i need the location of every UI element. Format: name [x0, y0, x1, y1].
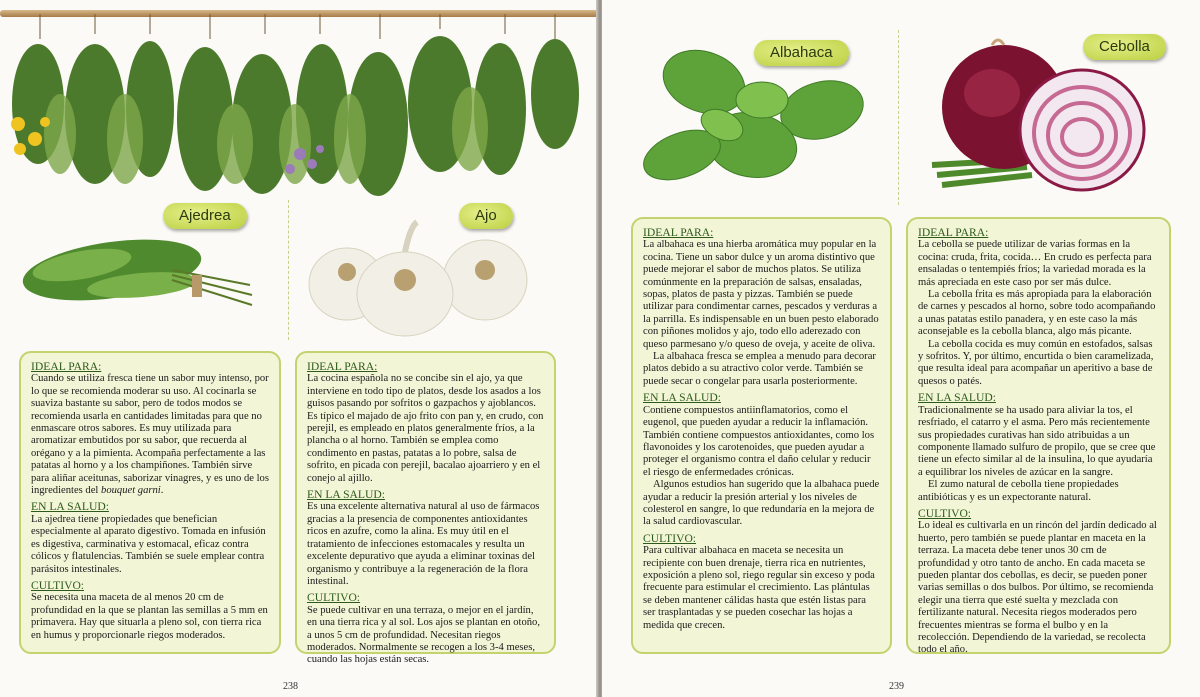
albahaca-cultivo-text: Para cultivar albahaca en maceta se necesita un recipiente con buen drenaje, tierra rica en nutrientes, exposición a pleno sol, riego regular sin exceso y poda frecuente para estimular el crecimiento. Las plántulas se deben mantener cálidas hasta que estén listas para ser trasplantadas y se pueden cosechar las hojas a medida que crecen.	[643, 545, 875, 631]
cebolla-image	[932, 35, 1177, 200]
ajedrea-salud-heading: EN LA SALUD:	[31, 500, 109, 514]
cebolla-salud-text-b: El zumo natural de cebolla tiene propiedades antibióticas y es un expectorante natural.	[918, 479, 1119, 503]
ajo-info-box	[295, 351, 556, 666]
cebolla-info-box	[906, 217, 1171, 654]
hanging-herbs-image	[0, 14, 598, 204]
cebolla-ideal-text-b: La cebolla frita es más apropiada para la elaboración de carnes y pescados al horno, sobre todo acompañando a unas patatas estilo panadera, y en este caso la más aconsejable es la cebolla blanca, algo más picante.	[918, 289, 1156, 338]
page-number-right: 239	[889, 681, 904, 692]
albahaca-ideal-text: La albahaca es una hierba aromática muy popular en la cocina. Tiene un sabor dulce y un aroma distintivo que puede mejorar el sabor de muchos platos. Se utiliza comúnmente en la preparación de salsas, ensaladas, sopas, platos de pasta y pizzas. También se puede utilizar para condimentar carnes, pescados y verduras a la parrilla. Es indispensable en un buen pesto elaborado con piñones molidos y ajo, todo ello aderezado con queso parmesano y/o queso de oveja, y aceite de oliva.	[643, 239, 879, 350]
ajo-cultivo-text: Se puede cultivar en una terraza, o mejor en el jardín, en una tierra rica y al sol. Los ajos se plantan en otoño, a unos 5 cm de profundidad. Necesitan riegos moderados. Normalmente se recogen a los 3-4 meses, cuando las hojas están secas.	[307, 604, 540, 666]
albahaca-ideal-text-b: La albahaca fresca se emplea a menudo para decorar platos debido a su atractivo color verde. También se puede secar o congelar para usarla posteriormente.	[643, 351, 876, 387]
albahaca-title-label: Albahaca	[754, 40, 849, 66]
albahaca-info-box	[631, 217, 892, 654]
ajo-salud-text: Es una excelente alternativa natural al uso de fármacos gracias a la presencia de componentes antioxidantes ricos en azufre, como la alina. Es muy útil en el tratamiento de infecciones estomacales y resulta un excelente depurativo que ayuda a eliminar toxinas del organismo y contribuye a la regeneración de la flora intestinal.	[307, 501, 540, 587]
cebolla-salud-text: Tradicionalmente se ha usado para aliviar la tos, el resfriado, el catarro y el asma. Pero más recientemente sus propiedades curativas han sido atribuidas a un componente llamado sulfuro de propilo, que se cree que tiene un efecto similar al de la insulina, lo que ayudaría a equilibrar los niveles de azúcar en la sangre.	[918, 404, 1156, 478]
right-page	[602, 0, 1200, 697]
cebolla-ideal-text: La cebolla se puede utilizar de varias formas en la cocina: cruda, frita, cocida… En crudo es perfecta para ensaladas o tentempiés fríos; la variedad morada es la más apreciada en este caso por ser más dulce.	[918, 239, 1152, 288]
ajo-cultivo-heading: CULTIVO:	[307, 591, 361, 605]
page-number-left: 238	[283, 681, 298, 692]
column-separator	[288, 200, 289, 340]
left-page	[0, 0, 598, 697]
cebolla-cultivo-heading: CULTIVO:	[918, 506, 972, 520]
ajedrea-info-box	[19, 351, 281, 654]
ajo-ideal-text: La cocina española no se concibe sin el ajo, ya que interviene en todo tipo de platos, desde los asados a los guisos pasando por sofritos o gazpachos y ajoblancos. Es típico el majado de ajo frito con pan y, en crudo, con perejil, es empleado en platos generalmente fríos, a la plancha o al horno. También se emplea como condimento en pastas, patatas a lo pobre, salsa de sofrito, en picada con perejil, bacalao ajoarriero y en el conejo al ajillo.	[307, 373, 544, 484]
ajo-title-label: Ajo	[459, 203, 513, 229]
albahaca-salud-text: Contiene compuestos antiinflamatorios, como el eugenol, que pueden ayudar a reducir la inflamación. También contiene compuestos antioxidantes, como los flavonoides y los carotenoides, que pueden ayudar a proteger el organismo contra el daño celular y reducir el riesgo de enfermedades crónicas.	[643, 404, 875, 478]
albahaca-salud-text-b: Algunos estudios han sugerido que la albahaca puede ayudar a reducir la presión arterial y los niveles de colesterol en sangre, lo que redundaría en la mejora de la salud cardiovascular.	[643, 479, 880, 528]
albahaca-ideal-heading: IDEAL PARA:	[643, 226, 714, 239]
ajedrea-ideal-text: Cuando se utiliza fresca tiene un sabor muy intenso, por lo que se recomienda moderar su uso. Al cocinarla se suaviza bastante su sabor, pero de todos modos se recomienda usarla en cantidades limitadas para que no enmascare otros sabores. Es muy utilizada para aromatizar embutidos por su sabor, que recuerda al orégano y a la pimienta. Acompaña perfectamente a las patatas al horno y a los champiñones. También sirve para aliñar aceitunas, saborizar vinagres, y es uno de los ingredientes del bouquet garni.	[31, 373, 269, 497]
albahaca-salud-heading: EN LA SALUD:	[643, 391, 721, 405]
cebolla-ideal-heading: IDEAL PARA:	[918, 226, 989, 239]
cebolla-title-label: Cebolla	[1083, 34, 1166, 60]
ajedrea-ideal-heading: IDEAL PARA:	[31, 360, 102, 373]
ajo-ideal-heading: IDEAL PARA:	[307, 360, 378, 373]
ajedrea-cultivo-text: Se necesita una maceta de al menos 20 cm de profundidad en la que se plantan las semillas a 5 mm en primavera. Hay que situarla a pleno sol, con tierra rica en humus y proporcionarle riegos moderados.	[31, 592, 268, 641]
ajedrea-bunch-image	[22, 215, 257, 335]
ajo-salud-heading: EN LA SALUD:	[307, 488, 385, 502]
albahaca-leaves-image	[642, 40, 872, 190]
ajedrea-salud-text: La ajedrea tiene propiedades que benefician especialmente al aparato digestivo. Tomada en infusión es digestiva, carminativa y estomacal, eficaz contra cólicos y flatulencias. También se suele emplear contra parásitos intestinales.	[31, 513, 266, 575]
cebolla-ideal-text-c: La cebolla cocida es muy común en estofados, salsas y sofritos. Y, por último, encurtida o bien caramelizada, que resulta ideal para acompañar un aperitivo a base de quesos o patés.	[918, 338, 1154, 387]
column-separator-right	[898, 30, 899, 205]
ajo-bulbs-image	[305, 222, 530, 337]
albahaca-cultivo-heading: CULTIVO:	[643, 531, 697, 545]
cebolla-salud-heading: EN LA SALUD:	[918, 391, 996, 405]
cebolla-cultivo-text: Lo ideal es cultivarla en un rincón del jardín dedicado al huerto, pero también se puede plantar en maceta en la terraza. La maceta debe tener unos 30 cm de profundidad y otro tanto de ancho. En cada maceta se pueden plantar dos cebollas, es decir, se pueden poner varias semillas o dos bulbos. Por último, se recomienda elegir una tierra que esté suelta y mezclada con fertilizante natural. Necesita riegos moderados pero frecuentes mientras se forma el bulbo y en la recolección. Dependiendo de la variedad, se recolecta todo el año.	[918, 520, 1157, 656]
ajedrea-cultivo-heading: CULTIVO:	[31, 578, 85, 592]
ajedrea-title-label: Ajedrea	[163, 203, 247, 229]
